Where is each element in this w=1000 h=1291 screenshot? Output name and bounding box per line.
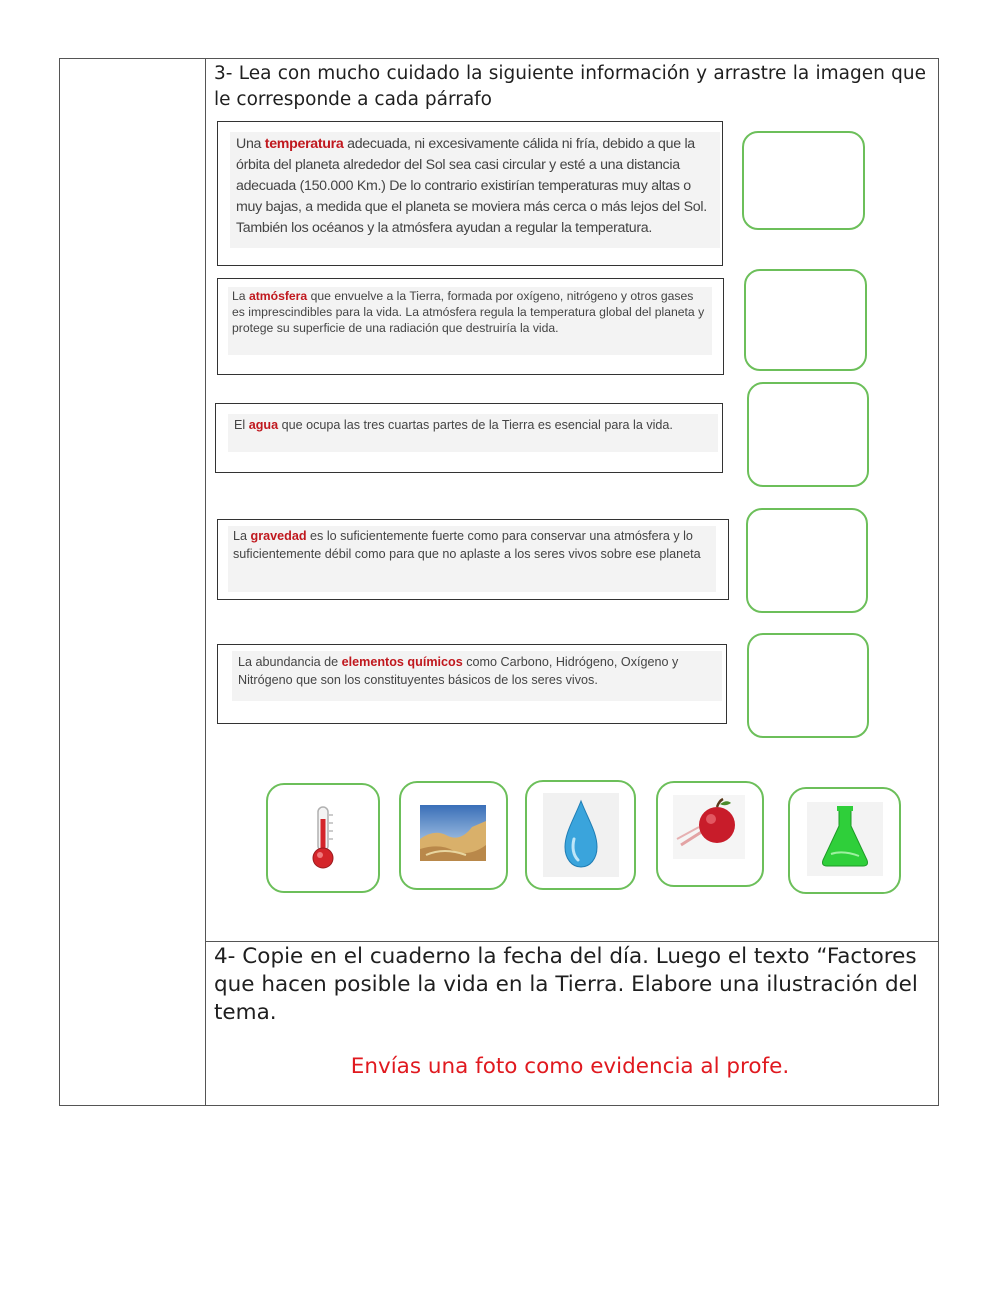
atmosphere-landscape-icon	[420, 805, 486, 861]
water-drop-icon	[543, 793, 619, 877]
drag-card-atmosphere[interactable]	[399, 781, 508, 890]
paragraph-box-gravedad	[217, 519, 729, 600]
row-divider	[206, 941, 938, 942]
keyword-agua: agua	[248, 418, 279, 432]
paragraph-box-atmosfera	[217, 278, 724, 375]
drop-zone-atmosfera[interactable]	[744, 269, 867, 371]
drag-card-thermometer[interactable]	[266, 783, 380, 893]
keyword-gravedad: gravedad	[250, 529, 307, 543]
drag-card-flask[interactable]	[788, 787, 901, 894]
evidence-note: Envías una foto como evidencia al profe.	[350, 1054, 790, 1079]
activity-3-instruction: 3- Lea con mucho cuidado la siguiente información y arrastre la imagen que le corresponde a cada párrafo	[214, 63, 926, 110]
drop-zone-gravedad[interactable]	[746, 508, 868, 613]
thermometer-icon	[299, 805, 347, 871]
paragraph-box-agua	[215, 403, 723, 473]
activity-4-instruction: 4- Copie en el cuaderno la fecha del día. Luego el texto “Factores que hacen posible la vida en la Tierra. Elabore una ilustración del tema.	[214, 944, 918, 1025]
paragraph-text-atmosfera: La atmósfera que envuelve a la Tierra, formada por oxígeno, nitrógeno y otros gases es imprescindibles para la vida. La atmósfera regula la temperatura global del planeta y protege su superficie de una radiación que destruiría la vida.	[228, 287, 712, 355]
keyword-temperatura: temperatura	[264, 136, 344, 152]
drag-card-apple[interactable]	[656, 781, 764, 887]
chemistry-flask-icon	[807, 802, 883, 876]
drop-zone-agua[interactable]	[747, 382, 869, 487]
left-column	[60, 59, 206, 1105]
paragraph-box-temperatura	[217, 121, 723, 266]
keyword-atmosfera: atmósfera	[248, 289, 308, 303]
keyword-elementos-quimicos: elementos químicos	[341, 655, 463, 669]
paragraph-text-gravedad: La gravedad es lo suficientemente fuerte como para conservar una atmósfera y lo suficientemente débil como para que no aplaste a los seres vivos sobre ese planeta	[228, 526, 716, 592]
paragraph-text-agua: El agua que ocupa las tres cuartas partes de la Tierra es esencial para la vida.	[228, 414, 718, 452]
drop-zone-temperatura[interactable]	[742, 131, 865, 230]
paragraph-text-elementos-quimicos: La abundancia de elementos químicos como Carbono, Hidrógeno, Oxígeno y Nitrógeno que son los constituyentes básicos de los seres vivos.	[232, 651, 722, 701]
paragraph-text-temperatura: Una temperatura adecuada, ni excesivamente cálida ni fría, debido a que la órbita del planeta alrededor del Sol sea casi circular y esté a una distancia adecuada (150.000 Km.) De lo contrario existirían temperaturas muy altas o muy bajas, a medida que el planeta se moviera más cerca o más lejos del Sol. También los océanos y la atmósfera ayudan a regular la temperatura.	[230, 132, 720, 248]
falling-apple-icon	[673, 795, 745, 859]
drop-zone-elementos-quimicos[interactable]	[747, 633, 869, 738]
drag-card-water-drop[interactable]	[525, 780, 636, 890]
paragraph-box-elementos-quimicos	[217, 644, 727, 724]
